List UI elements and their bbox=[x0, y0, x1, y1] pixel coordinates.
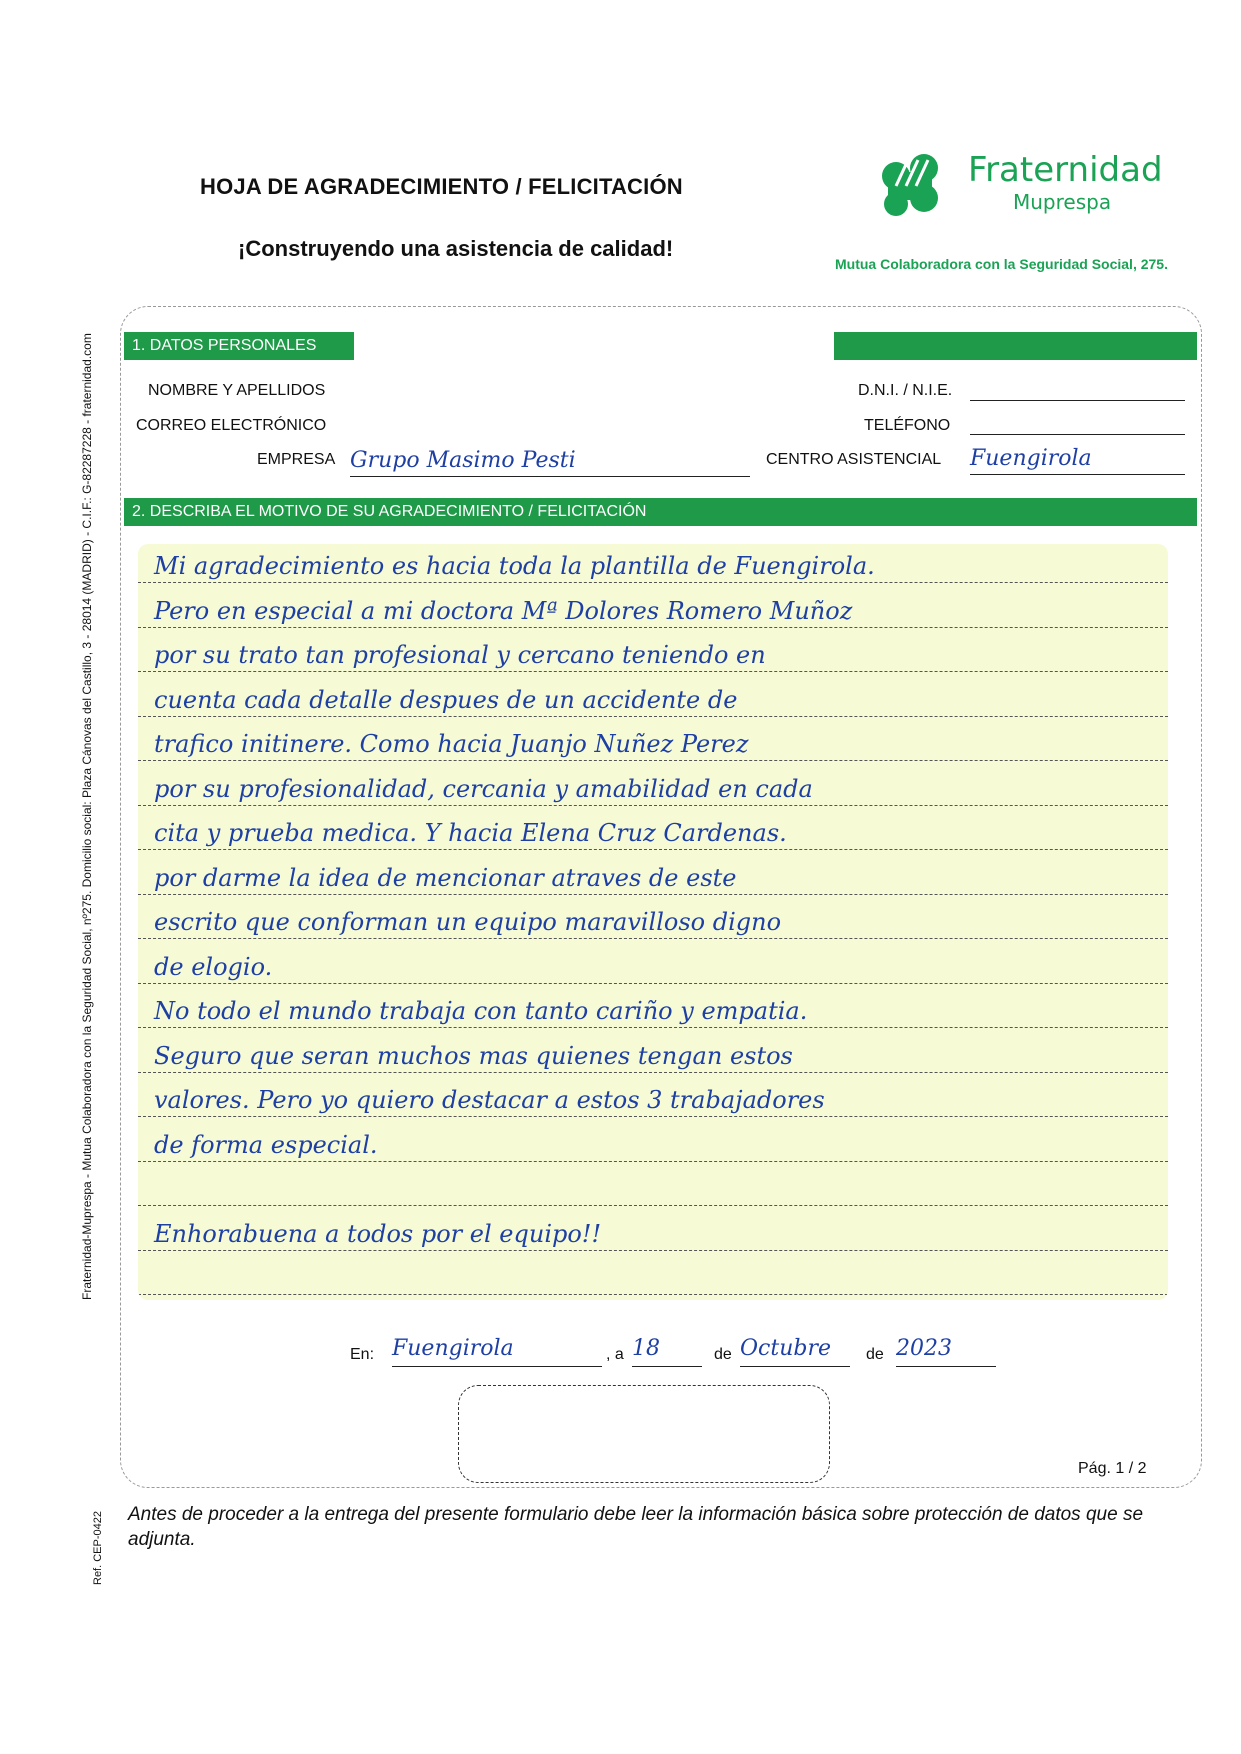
brand-name: Fraternidad bbox=[968, 150, 1163, 190]
dni-label: D.N.I. / N.I.E. bbox=[858, 382, 953, 399]
en-label: En: bbox=[350, 1346, 375, 1363]
section1-heading-text: 1. DATOS PERSONALES bbox=[132, 337, 317, 354]
place-field[interactable]: Fuengirola bbox=[392, 1336, 602, 1367]
center-field[interactable]: Fuengirola bbox=[970, 446, 1185, 475]
message-text: Mi agradecimiento es hacia toda la plantilla de Fuengirola. Pero en especial a mi doctora Mª Dolores Romero Muñoz por su trato tan profesional y cercano teniendo en cuenta cada detalle despues de un accidente de trafico initinere. Como hacia Juanjo Nuñez Perez por su profesionalidad, cercania y amabilidad en cada cita y prueba medica. Y hacia Elena Cruz Cardenas. por darme la idea de mencionar atraves de este escrito que conforman un equipo maravilloso digno de elogio. No todo el mundo trabaja con tanto cariño y empatia. Seguro que seran muchos mas quienes tengan estos valores. Pero yo quiero destacar a estos 3 trabajadores de forma especial. Enhorabuena a todos por el equipo!! bbox=[154, 552, 875, 1248]
year-field[interactable]: 2023 bbox=[896, 1336, 996, 1367]
sidebar-legal-text: Fraternidad-Muprespa - Mutua Colaboradora con la Seguridad Social, nº275. Domicilio social: Plaza Cánovas del Castillo, 3 - 28014 (MADRID) - C.I.F.: G-82287228 - fraternidad.com bbox=[80, 333, 94, 1300]
dni-field[interactable] bbox=[970, 378, 1185, 401]
phone-label: TELÉFONO bbox=[864, 417, 951, 434]
mutua-line: Mutua Colaboradora con la Seguridad Social, 275. bbox=[835, 256, 1168, 272]
a-label: , a bbox=[606, 1346, 624, 1363]
ruled-line bbox=[138, 1294, 1168, 1295]
reference-code: Ref. CEP-0422 bbox=[92, 1511, 104, 1585]
section1-heading bbox=[124, 332, 1197, 360]
section2-heading-text: 2. DESCRIBA EL MOTIVO DE SU AGRADECIMIENTO / FELICITACIÓN bbox=[132, 503, 647, 520]
company-field[interactable]: Grupo Masimo Pesti bbox=[350, 448, 750, 477]
name-field[interactable] bbox=[345, 380, 785, 402]
signature-box[interactable] bbox=[458, 1385, 830, 1483]
section2-heading bbox=[124, 498, 1197, 526]
message-area[interactable] bbox=[138, 544, 1168, 1300]
page-number: Pág. 1 / 2 bbox=[1078, 1460, 1147, 1477]
de-label-1: de bbox=[714, 1346, 732, 1363]
day-field[interactable]: 18 bbox=[632, 1336, 702, 1367]
center-label: CENTRO ASISTENCIAL bbox=[766, 451, 942, 468]
month-field[interactable]: Octubre bbox=[740, 1336, 850, 1367]
company-label: EMPRESA bbox=[257, 451, 336, 468]
name-label: NOMBRE Y APELLIDOS bbox=[148, 382, 326, 399]
de-label-2: de bbox=[866, 1346, 884, 1363]
brand-sub: Muprespa bbox=[1013, 190, 1112, 214]
bar-gap bbox=[354, 332, 834, 360]
email-field[interactable] bbox=[345, 414, 785, 436]
form-subtitle: ¡Construyendo una asistencia de calidad! bbox=[238, 236, 674, 261]
privacy-notice: Antes de proceder a la entrega del presente formulario debe leer la información básica sobre protección de datos que se adjunta. bbox=[128, 1504, 1144, 1550]
phone-field[interactable] bbox=[970, 412, 1185, 435]
form-title: HOJA DE AGRADECIMIENTO / FELICITACIÓN bbox=[200, 174, 683, 199]
email-label: CORREO ELECTRÓNICO bbox=[136, 417, 327, 434]
